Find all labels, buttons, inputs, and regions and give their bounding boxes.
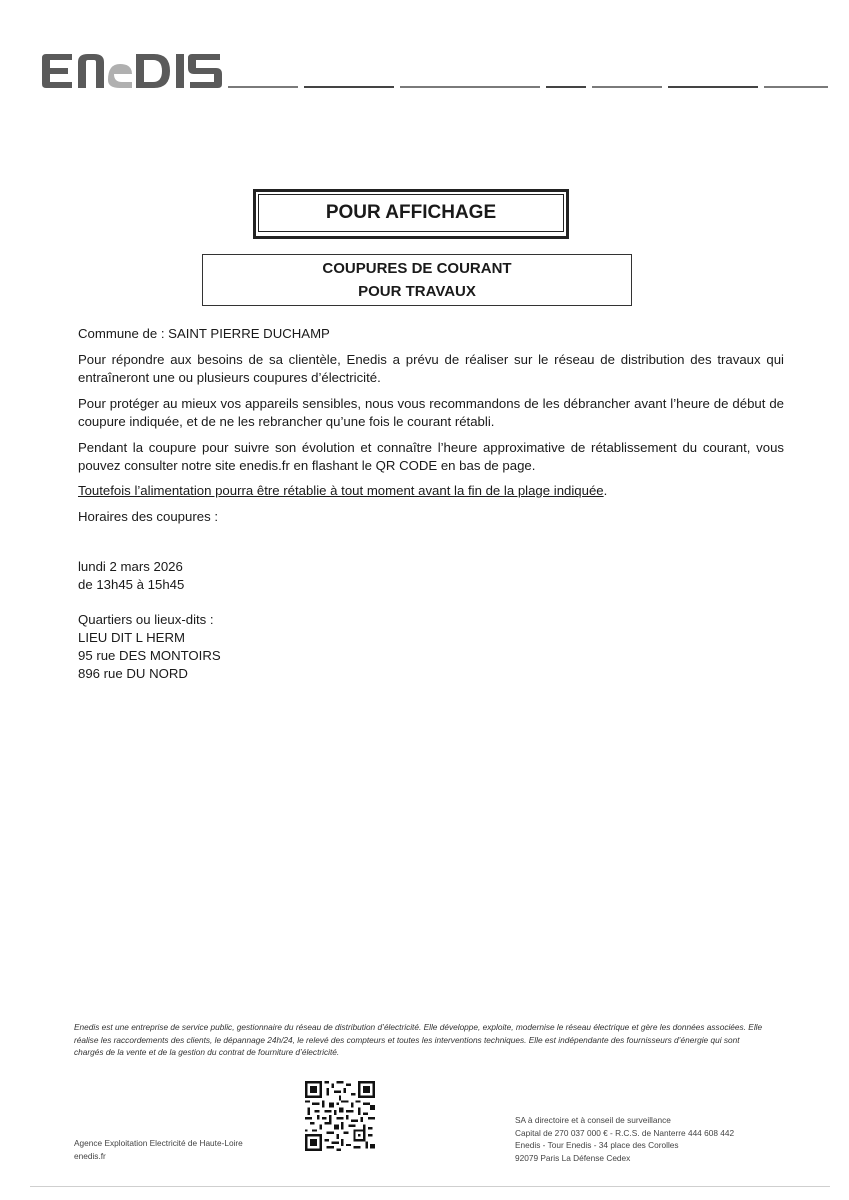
quartiers-label: Quartiers ou lieux-dits : <box>78 612 214 627</box>
company-line: Capital de 270 037 000 € - R.C.S. de Nanterre 444 608 442 <box>515 1127 735 1138</box>
bottom-rule <box>30 1186 830 1187</box>
warning-end: . <box>603 483 608 498</box>
paragraph-suivi <box>78 439 784 475</box>
coupures-title-line1: COUPURES DE COURANT <box>322 260 512 277</box>
paragraph-besoins <box>78 351 784 387</box>
place-item: LIEU DIT L HERM <box>78 630 185 645</box>
warning-text: Toutefois l’alimentation pourra être rétablie à tout moment avant la fin de la plage indiquée <box>78 483 604 498</box>
place-item: 95 rue DES MONTOIRS <box>78 648 221 663</box>
paragraph-besoins-text: Pour répondre aux besoins de sa clientèle, Enedis a prévu de réaliser sur le réseau de distribution des travaux qui entraîneront une ou plusieurs coupures d’électricité. <box>78 352 784 385</box>
website-link[interactable]: enedis.fr <box>74 1150 106 1161</box>
pour-affichage-title: POUR AFFICHAGE <box>258 194 564 232</box>
company-line: SA à directoire et à conseil de surveillance <box>515 1115 671 1125</box>
qr-code[interactable] <box>305 1081 375 1151</box>
company-line: 92079 Paris La Défense Cedex <box>515 1152 631 1163</box>
paragraph-appareils-text: Pour protéger au mieux vos appareils sensibles, nous vous recommandons de les débrancher avant l’heure de début de coupure indiquée, et de ne les rebrancher qu’une fois le courant rétabli. <box>78 396 784 429</box>
footer-agency-block <box>74 1137 243 1162</box>
cut-time-range: de 13h45 à 15h45 <box>78 577 185 592</box>
commune-line: Commune de : SAINT PIERRE DUCHAMP <box>78 326 330 341</box>
enedis-logo <box>42 50 222 92</box>
coupures-title-line2: POUR TRAVAUX <box>358 283 476 300</box>
cut-date: lundi 2 mars 2026 <box>78 559 183 574</box>
agency-name: Agence Exploitation Electricité de Haute-Loire <box>74 1138 243 1148</box>
header-rule <box>228 86 828 89</box>
coupures-title-box <box>202 254 632 306</box>
footer-company-block <box>515 1114 734 1164</box>
horaires-label: Horaires des coupures : <box>78 509 219 524</box>
pour-affichage-box <box>253 189 569 239</box>
warning-line <box>78 482 784 500</box>
place-item: 896 rue DU NORD <box>78 666 188 681</box>
paragraph-appareils <box>78 395 784 431</box>
company-line: Enedis - Tour Enedis - 34 place des Corolles <box>515 1140 679 1150</box>
paragraph-suivi-text: Pendant la coupure pour suivre son évolution et connaître l’heure approximative de rétablissement du courant, vous pouvez consulter notre site enedis.fr en flashant le QR CODE en bas de page. <box>78 440 784 473</box>
legal-notice: Enedis est une entreprise de service public, gestionnaire du réseau de distribution d’électricité. Elle développe, exploite, modernise le réseau électrique et gère les données associées. Elle réalise les raccordements des clients, le dépannage 24h/24, le relevé des compteurs et toutes les interventions techniques. Elle est indépendante des fournisseurs d’énergie qui sont chargés de la vente et de la gestion du contrat de fourniture d’électricité. <box>74 1022 763 1057</box>
